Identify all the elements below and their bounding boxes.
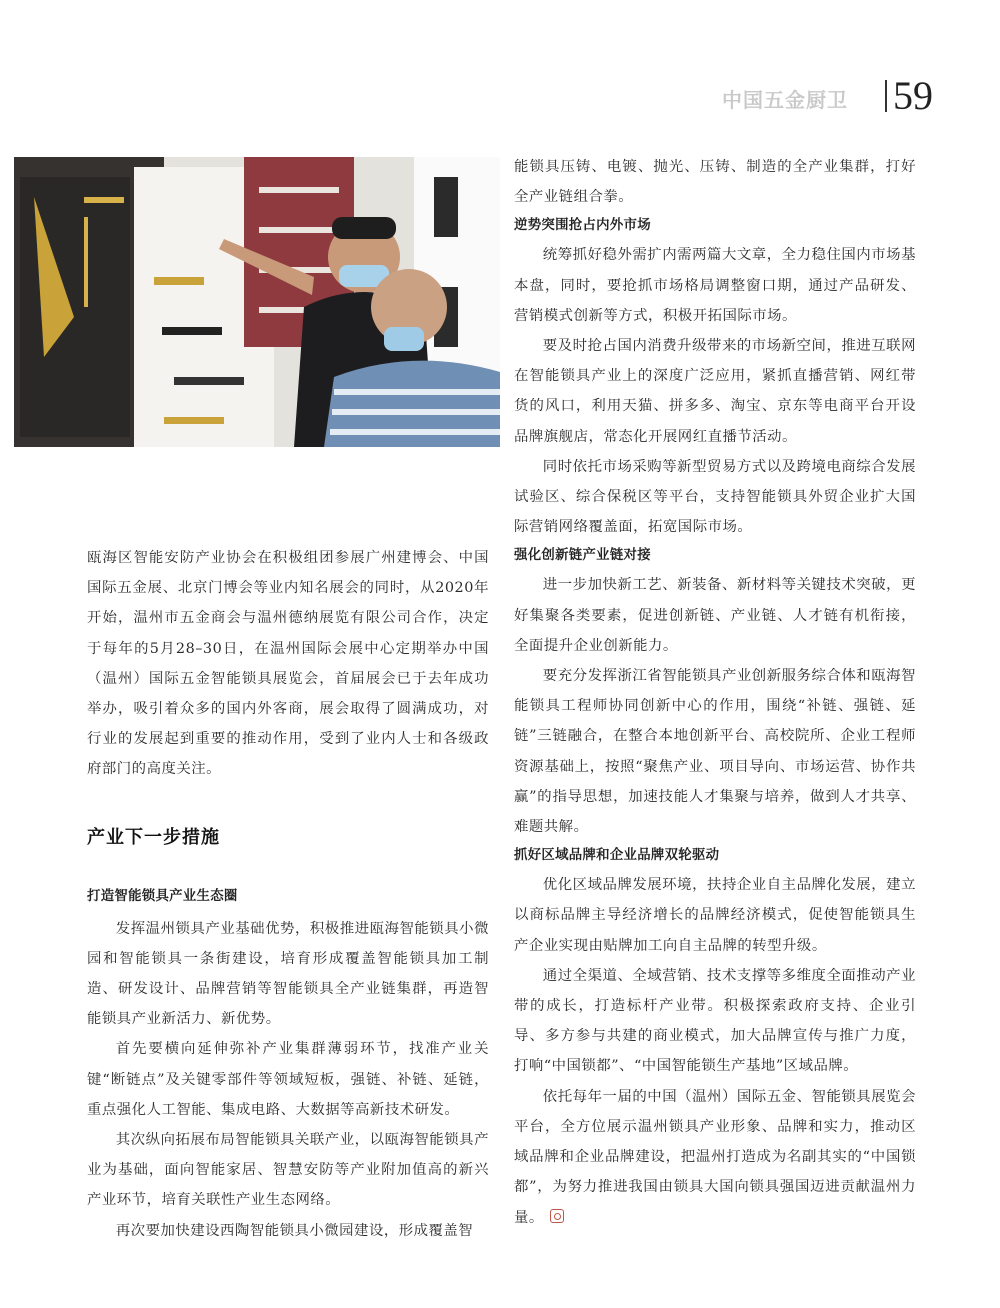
page-number: 59 bbox=[893, 73, 933, 118]
paragraph: 其次纵向拓展布局智能锁具关联产业，以瓯海智能锁具产业为基础，面向智能家居、智慧安防等产业附加值高的新兴产业环节，培育关联性产业生态网络。 bbox=[87, 1132, 489, 1209]
section-title: 产业下一步措施 bbox=[87, 826, 220, 848]
paragraph: 发挥温州锁具产业基础优势，积极推进瓯海智能锁具小微园和智能锁具一条街建设，培育形成覆盖智能锁具加工制造、研发设计、品牌营销等智能锁具全产业链集群，再造智能锁具产业新活力、新优势。 bbox=[87, 920, 489, 1028]
paragraph: 再次要加快建设西陶智能锁具小微园建设，形成覆盖智 bbox=[115, 1222, 474, 1239]
paragraph-continued: 能锁具压铸、电镀、抛光、压铸、制造的全产业集群，打好全产业链组合拳。 bbox=[514, 159, 916, 206]
paragraph: 首先要横向延伸弥补产业集群薄弱环节，找准产业关键“断链点”及关键零部件等领域短板，强链、补链、延链，重点强化人工智能、集成电路、大数据等高新技术研发。 bbox=[87, 1041, 489, 1118]
end-mark-icon bbox=[550, 1209, 564, 1223]
subhead-market: 逆势突围抢占内外市场 bbox=[514, 218, 651, 234]
paragraph: 要充分发挥浙江省智能锁具产业创新服务综合体和瓯海智能锁具工程师协同创新中心的作用，围绕“补链、强链、延链”三链融合，在整合本地创新平台、高校院所、企业工程师资源基础上，按照“聚焦产业、项目导向、市场运营、协作共赢”的指导思想，加速技能人才集聚与培养，做到人才共享、难题共解。 bbox=[514, 668, 916, 836]
paragraph: 统筹抓好稳外需扩内需两篇大文章，全力稳住国内市场基本盘，同时，要抢抓市场格局调整窗口期，通过产品研发、营销模式创新等方式，积极开拓国际市场。 bbox=[514, 247, 916, 324]
final-paragraph-text: 依托每年一届的中国（温州）国际五金、智能锁具展览会平台，全方位展示温州锁具产业形象、品牌和实力，推动区域品牌和企业品牌建设，把温州打造成为名副其实的“中国锁都”，为努力推进我国由锁具大国向锁具强国迈进贡献温州力量。 bbox=[514, 1088, 916, 1226]
exhibition-photo-illustration bbox=[14, 157, 500, 447]
left-column bbox=[87, 543, 489, 1246]
header-divider bbox=[885, 80, 887, 112]
paragraph: 要及时抢占国内消费升级带来的市场新空间，推进互联网在智能锁具产业上的深度广泛应用，紧抓直播营销、网红带货的风口，利用天猫、拼多多、淘宝、京东等电商平台开设品牌旗舰店，常态化开展网红直播节活动。 bbox=[514, 338, 916, 445]
subhead-ecosystem: 打造智能锁具产业生态圈 bbox=[87, 888, 238, 904]
paragraph: 进一步加快新工艺、新装备、新材料等关键技术突破，更好集聚各类要素，促进创新链、产业链、人才链有机衔接，全面提升企业创新能力。 bbox=[514, 577, 916, 654]
right-column bbox=[514, 152, 916, 1233]
subhead-brand: 抓好区域品牌和企业品牌双轮驱动 bbox=[514, 848, 720, 864]
brand-logo-text: 中国五金厨卫 bbox=[722, 87, 848, 112]
final-paragraph bbox=[514, 1082, 916, 1233]
exhibition-photo bbox=[14, 157, 500, 447]
magazine-brand-logo bbox=[722, 84, 872, 112]
paragraph: 同时依托市场采购等新型贸易方式以及跨境电商综合发展试验区、综合保税区等平台，支持智能锁具外贸企业扩大国际营销网络覆盖面，拓宽国际市场。 bbox=[514, 458, 916, 536]
subhead-innovation: 强化创新链产业链对接 bbox=[514, 548, 651, 564]
paragraph: 通过全渠道、全域营销、技术支撑等多维度全面推动产业带的成长，打造标杆产业带。积极探索政府支持、企业引导、多方参与共建的商业模式，加大品牌宣传与推广力度，打响“中国锁都”、“中国智能锁生产基地”区域品牌。 bbox=[514, 967, 916, 1075]
paragraph: 优化区域品牌发展环境，扶持企业自主品牌化发展，建立以商标品牌主导经济增长的品牌经济模式，促使智能锁具生产企业实现由贴牌加工向自主品牌的转型升级。 bbox=[514, 877, 916, 954]
intro-paragraph: 瓯海区智能安防产业协会在积极组团参展广州建博会、中国国际五金展、北京门博会等业内知名展会的同时，从2020年开始，温州市五金商会与温州德纳展览有限公司合作，决定于每年的5月28–30日，在温州国际会展中心定期举办中国（温州）国际五金智能锁具展览会，首届展会已于去年成功举办，吸引着众多的国内外客商，展会取得了圆满成功，对行业的发展起到重要的推动作用，受到了业内人士和各级政府部门的高度关注。 bbox=[87, 550, 489, 778]
